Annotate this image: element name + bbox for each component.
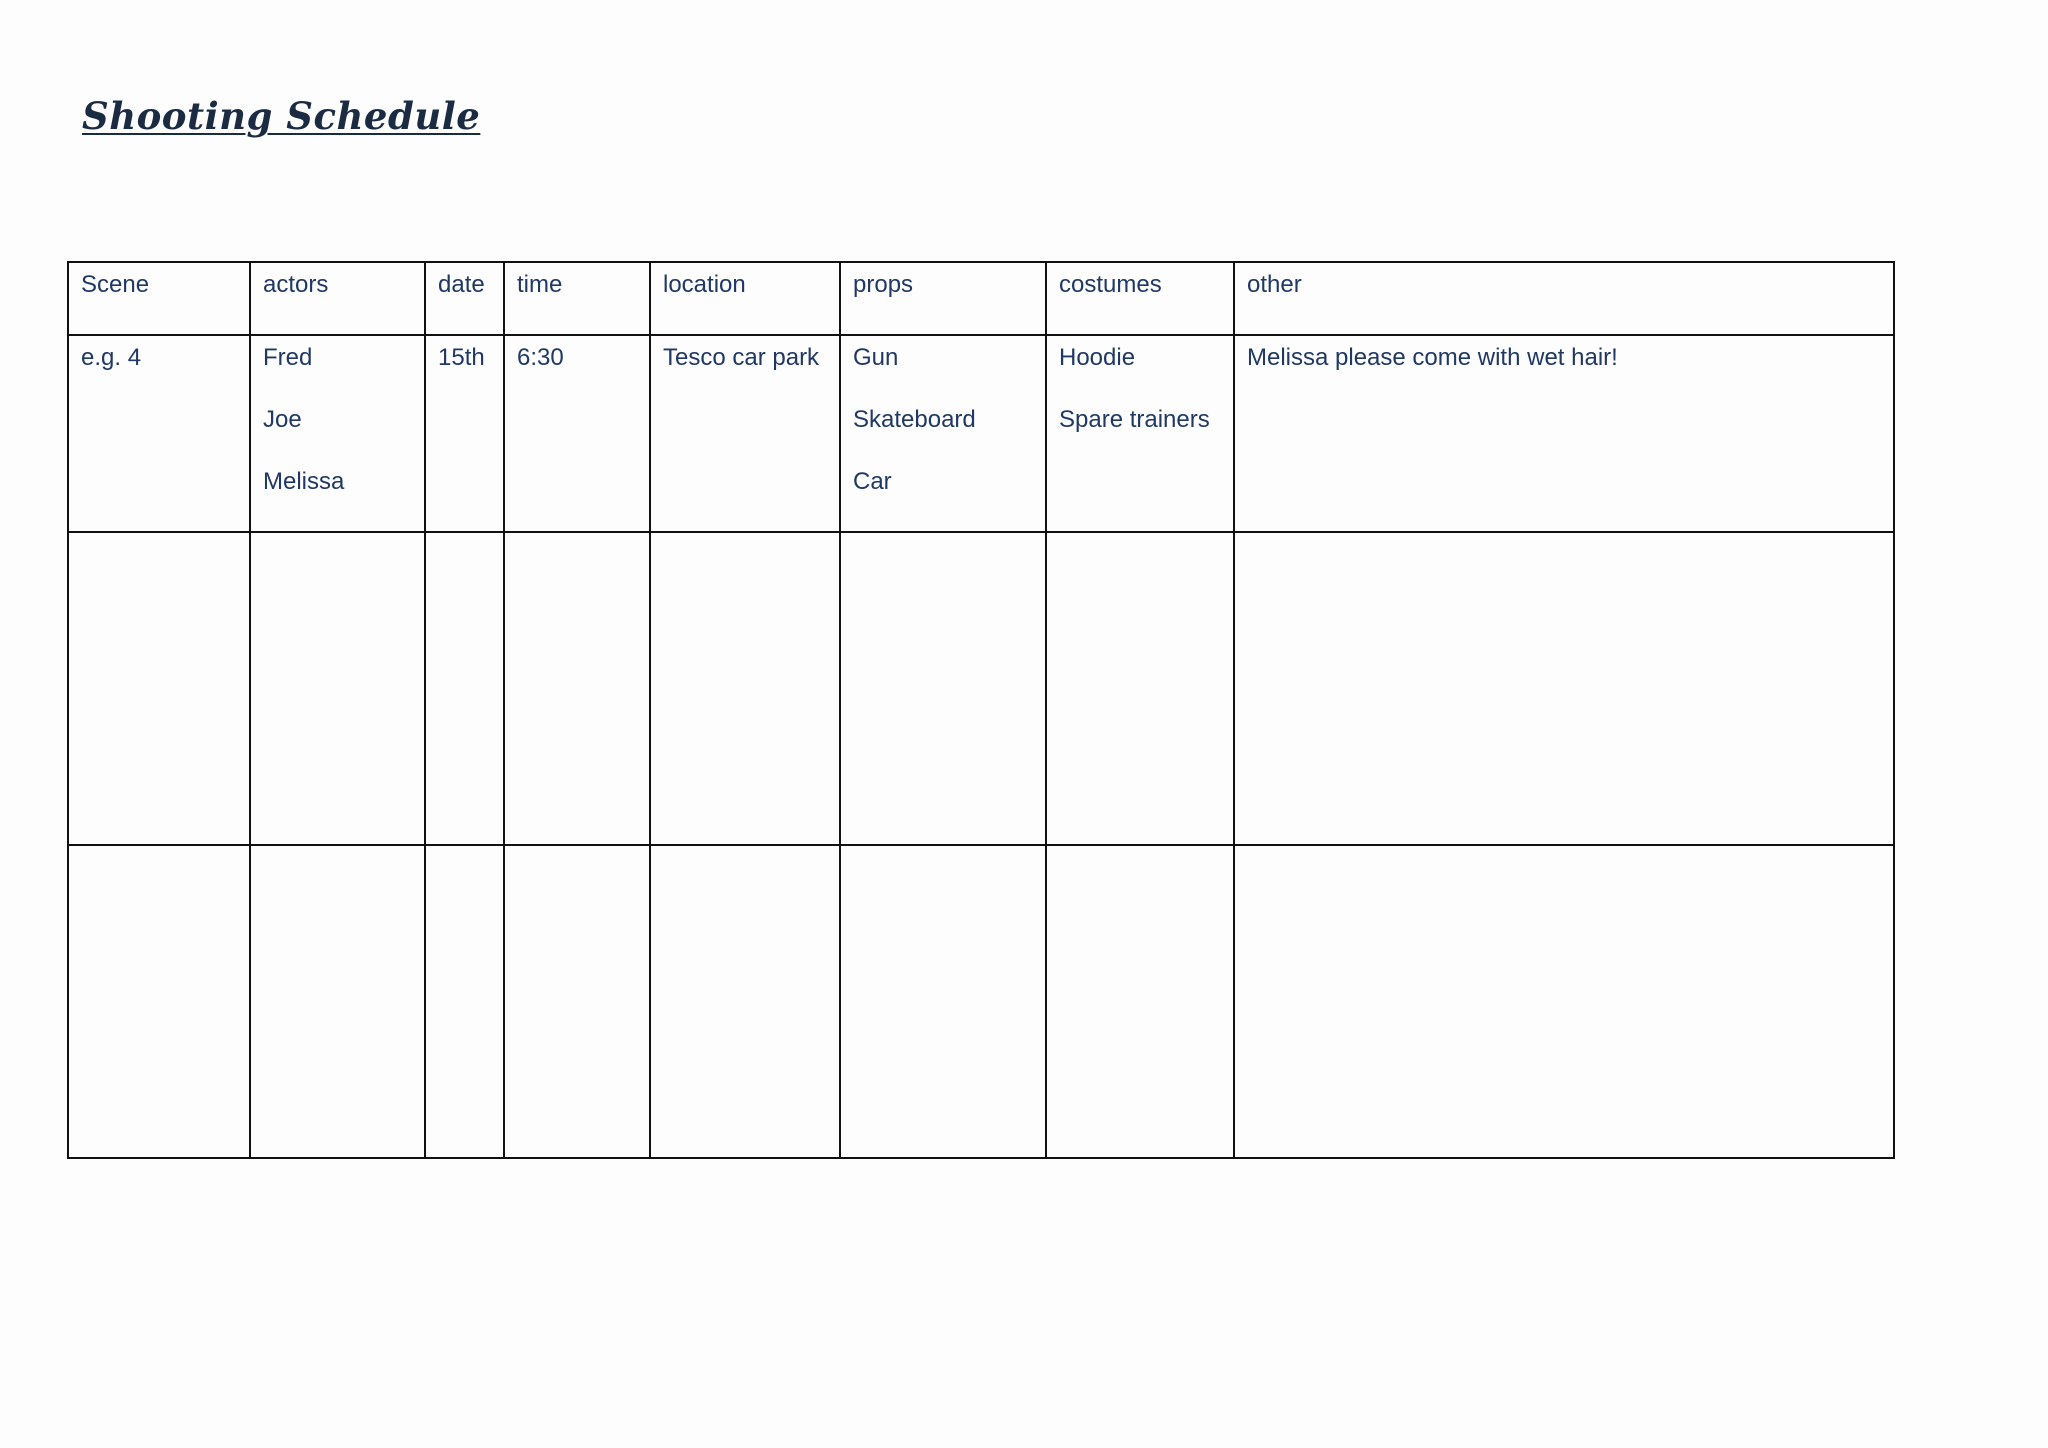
cell-props xyxy=(840,335,1046,532)
costume-item: Hoodie xyxy=(1059,344,1136,371)
blank-cell[interactable] xyxy=(250,532,425,845)
blank-cell[interactable] xyxy=(504,532,650,845)
blank-cell[interactable] xyxy=(68,532,250,845)
shooting-schedule-table xyxy=(67,261,1895,1159)
cell-actors xyxy=(250,335,425,532)
actor-item: Joe xyxy=(263,406,302,433)
header-date: date xyxy=(425,262,504,335)
blank-cell[interactable] xyxy=(1234,845,1894,1158)
blank-cell[interactable] xyxy=(1234,532,1894,845)
header-scene: Scene xyxy=(68,262,250,335)
blank-row xyxy=(68,532,1894,845)
blank-cell[interactable] xyxy=(68,845,250,1158)
header-actors: actors xyxy=(250,262,425,335)
example-row xyxy=(68,335,1894,532)
cell-costumes xyxy=(1046,335,1234,532)
blank-cell[interactable] xyxy=(1046,845,1234,1158)
date-value: 15th xyxy=(438,344,485,371)
actor-item: Melissa xyxy=(263,468,345,495)
page-title: Shooting Schedule xyxy=(82,94,481,138)
cell-scene xyxy=(68,335,250,532)
costume-item: Spare trainers xyxy=(1059,406,1210,433)
actor-item: Fred xyxy=(263,344,313,371)
cell-other xyxy=(1234,335,1894,532)
blank-cell[interactable] xyxy=(650,845,840,1158)
blank-cell[interactable] xyxy=(840,532,1046,845)
blank-row xyxy=(68,845,1894,1158)
cell-location xyxy=(650,335,840,532)
header-row xyxy=(68,262,1894,335)
blank-cell[interactable] xyxy=(1046,532,1234,845)
cell-time xyxy=(504,335,650,532)
blank-cell[interactable] xyxy=(504,845,650,1158)
cell-date xyxy=(425,335,504,532)
prop-item: Car xyxy=(853,468,892,495)
header-time: time xyxy=(504,262,650,335)
location-value: Tesco car park xyxy=(663,344,820,371)
time-value: 6:30 xyxy=(517,344,564,371)
other-note: Melissa please come with wet hair! xyxy=(1247,344,1618,371)
header-props: props xyxy=(840,262,1046,335)
scene-value: e.g. 4 xyxy=(81,344,142,371)
blank-cell[interactable] xyxy=(840,845,1046,1158)
blank-cell[interactable] xyxy=(650,532,840,845)
header-location: location xyxy=(650,262,840,335)
blank-cell[interactable] xyxy=(250,845,425,1158)
header-costumes: costumes xyxy=(1046,262,1234,335)
prop-item: Skateboard xyxy=(853,406,976,433)
blank-cell[interactable] xyxy=(425,845,504,1158)
prop-item: Gun xyxy=(853,344,899,371)
blank-cell[interactable] xyxy=(425,532,504,845)
header-other: other xyxy=(1234,262,1894,335)
